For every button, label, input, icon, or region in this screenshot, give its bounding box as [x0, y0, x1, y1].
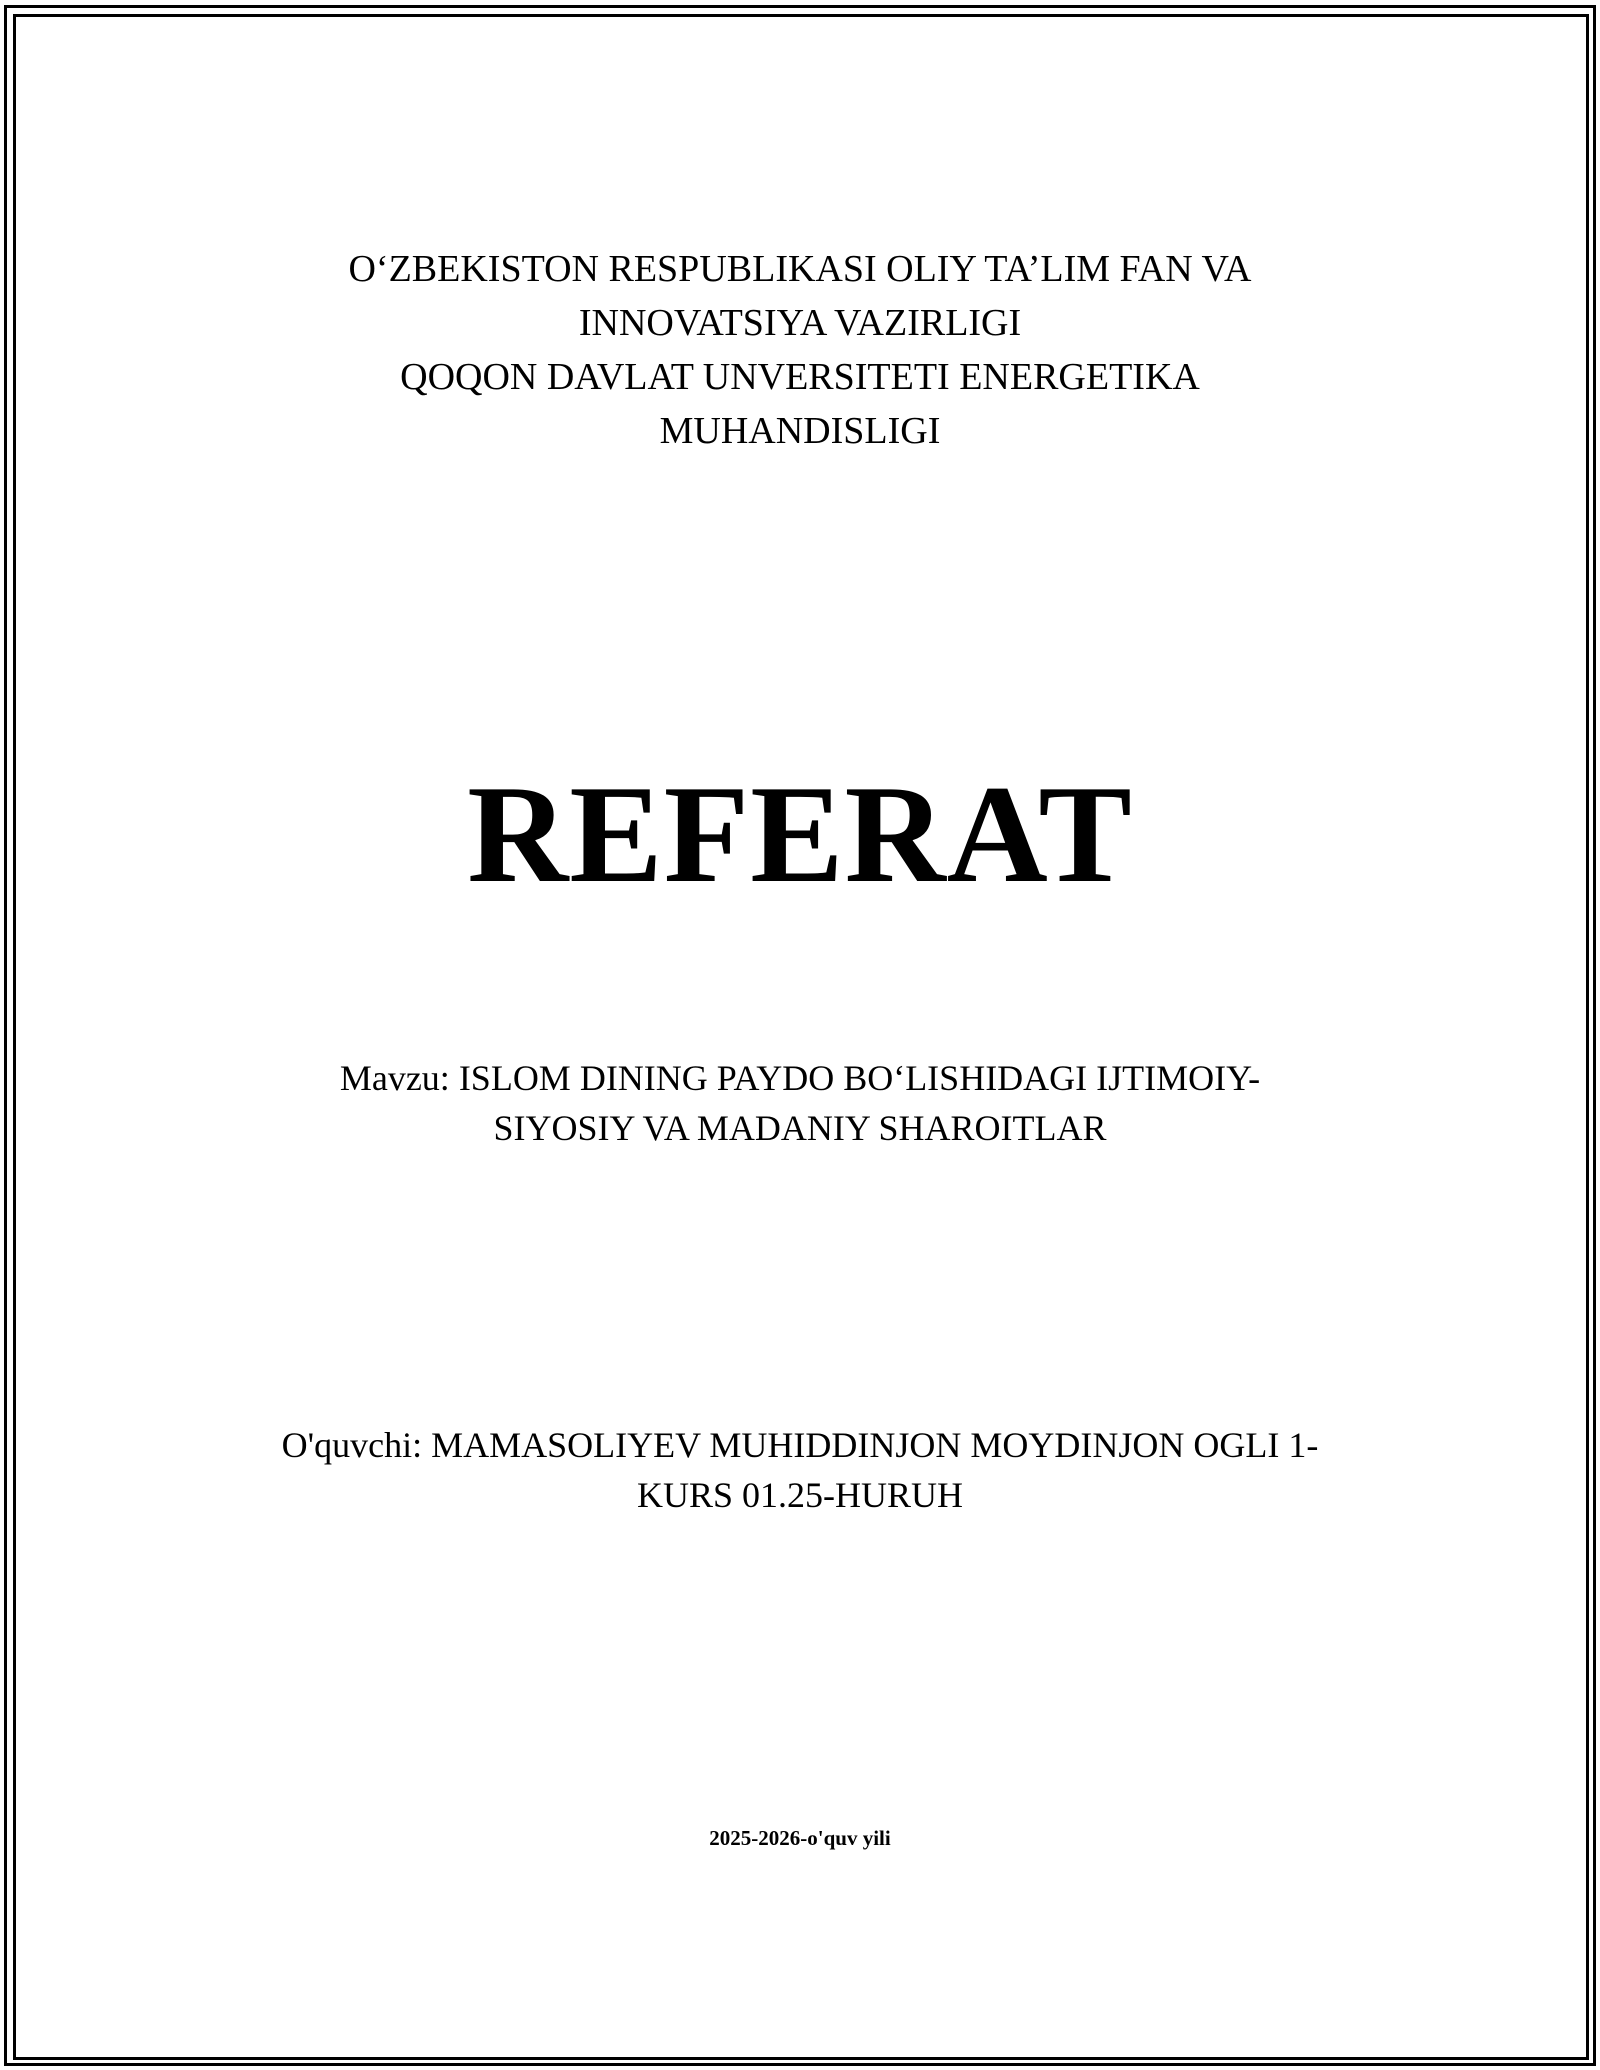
- header-line: QOQON DAVLAT UNVERSITETI ENERGETIKA: [400, 356, 1200, 398]
- header-line: MUHANDISLIGI: [659, 410, 941, 452]
- institution-header: [0, 242, 1600, 458]
- student-block: [0, 1420, 1600, 1520]
- header-line: O‘ZBEKISTON RESPUBLIKASI OLIY TA’LIM FAN VA: [348, 248, 1252, 290]
- topic-line: SIYOSIY VA MADANIY SHAROITLAR: [493, 1108, 1107, 1148]
- topic-line: Mavzu: ISLOM DINING PAYDO BO‘LISHIDAGI IJTIMOIY-: [339, 1058, 1261, 1098]
- student-line: O'quvchi: MAMASOLIYEV MUHIDDINJON MOYDINJON OGLI 1-: [281, 1425, 1319, 1465]
- topic-block: [0, 1053, 1600, 1153]
- student-line: KURS 01.25-HURUH: [636, 1475, 964, 1515]
- document-title: REFERAT: [467, 757, 1133, 912]
- header-line: INNOVATSIYA VAZIRLIGI: [578, 302, 1022, 344]
- academic-year: 2025-2026-o'quv yili: [709, 1826, 891, 1850]
